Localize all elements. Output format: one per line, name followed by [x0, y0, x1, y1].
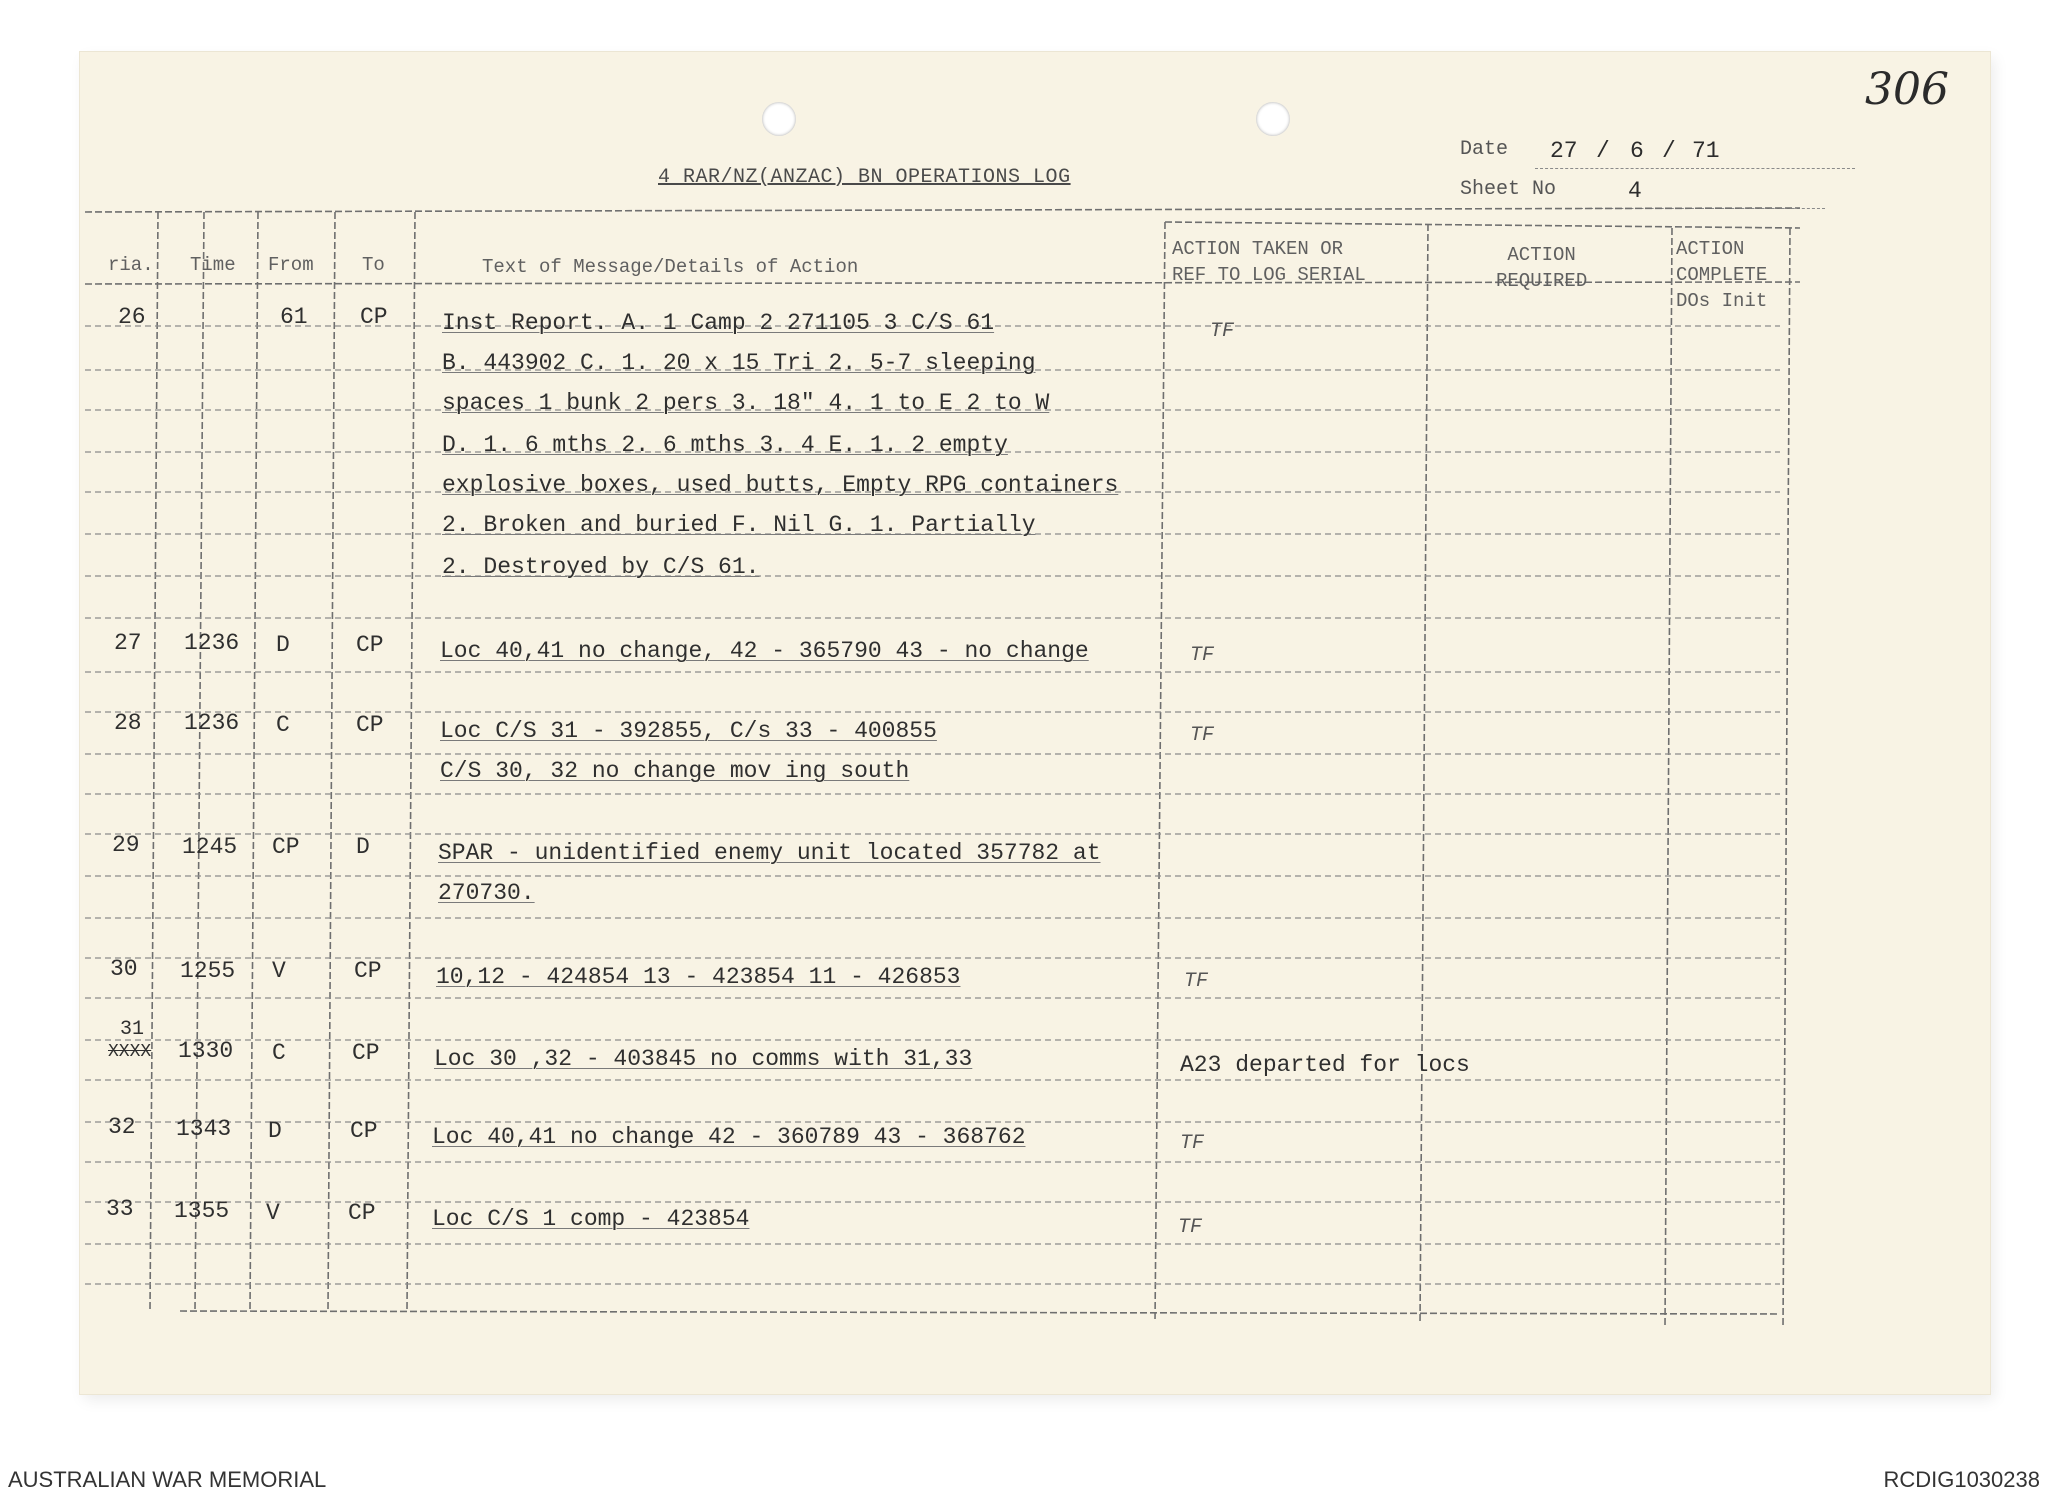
log-sheet	[80, 52, 1990, 1394]
entry-serial-struck: XXXX	[108, 1042, 152, 1062]
entry-text-line: SPAR - unidentified enemy unit located 357782 at	[438, 840, 1101, 866]
column-header-action-taken: ACTION TAKEN OR REF TO LOG SERIAL	[1172, 238, 1366, 286]
entry-text-line: spaces 1 bunk 2 pers 3. 18" 4. 1 to E 2 to W	[442, 390, 1050, 416]
entry-to: CP	[352, 1040, 380, 1066]
entry-time: 1355	[174, 1198, 230, 1224]
column-header-action-complete: ACTION COMPLETE DOs Init	[1676, 238, 1768, 312]
entry-from: 61	[280, 304, 308, 330]
entry-serial: 29	[112, 832, 140, 858]
date-month: 6	[1630, 138, 1644, 164]
entry-text-line: D. 1. 6 mths 2. 6 mths 3. 4 E. 1. 2 empty	[442, 432, 1008, 458]
entry-text-line: B. 443902 C. 1. 20 x 15 Tri 2. 5-7 sleeping	[442, 350, 1036, 376]
entry-text-line: 270730.	[438, 880, 535, 906]
entry-action-taken: TF	[1184, 970, 1209, 993]
entry-to: CP	[348, 1200, 376, 1226]
entry-to: D	[356, 834, 370, 860]
entry-serial: 28	[114, 710, 142, 736]
entry-text-line: 2. Destroyed by C/S 61.	[442, 554, 760, 580]
archive-credit: AUSTRALIAN WAR MEMORIAL	[8, 1467, 327, 1492]
date-label: Date	[1460, 138, 1509, 161]
entry-action-taken: TF	[1190, 724, 1215, 747]
sheet-number: 4	[1628, 178, 1642, 204]
entry-text-line: 2. Broken and buried F. Nil G. 1. Partially	[442, 512, 1036, 538]
column-header-action-required: ACTION REQUIRED	[1496, 244, 1588, 292]
entry-serial: 31	[120, 1018, 145, 1041]
entry-action-taken: TF	[1190, 644, 1215, 667]
entry-text-line: explosive boxes, used butts, Empty RPG containers	[442, 472, 1119, 498]
entry-time: 1236	[184, 710, 240, 736]
entry-from: C	[272, 1040, 286, 1066]
entry-from: V	[266, 1200, 280, 1226]
column-header-time: Time	[190, 254, 236, 276]
entry-from: C	[276, 712, 290, 738]
entry-time: 1245	[182, 834, 238, 860]
document-title: 4 RAR/NZ(ANZAC) BN OPERATIONS LOG	[658, 166, 1071, 189]
column-header-text: Text of Message/Details of Action	[482, 256, 859, 278]
entry-text-line: 10,12 - 424854 13 - 423854 11 - 426853	[436, 964, 961, 990]
date-separator: /	[1662, 138, 1676, 164]
entry-to: CP	[356, 632, 384, 658]
entry-time: 1330	[178, 1038, 234, 1064]
entry-to: CP	[356, 712, 384, 738]
entry-text-line: Loc C/S 31 - 392855, C/s 33 - 400855	[440, 718, 937, 744]
entry-text-line: C/S 30, 32 no change mov ing south	[440, 758, 910, 784]
entry-action-taken: TF	[1210, 320, 1235, 343]
sheet-label: Sheet No	[1460, 178, 1557, 201]
entry-to: CP	[360, 304, 388, 330]
entry-time: 1343	[176, 1116, 232, 1142]
entry-serial: 26	[118, 304, 146, 330]
entry-serial: 32	[108, 1114, 136, 1140]
entry-serial: 27	[114, 630, 142, 656]
entry-from: D	[276, 632, 290, 658]
entry-time: 1236	[184, 630, 240, 656]
entry-from: D	[268, 1118, 282, 1144]
entry-action-taken: TF	[1180, 1132, 1205, 1155]
archive-id: RCDIG1030238	[1883, 1467, 2040, 1492]
entry-to: CP	[354, 958, 382, 984]
column-header-serial: ria.	[108, 254, 154, 276]
entry-text-line: Loc 30 ,32 - 403845 no comms with 31,33	[434, 1046, 973, 1072]
entry-text-line: Loc 40,41 no change 42 - 360789 43 - 368762	[432, 1124, 1026, 1150]
entry-from: V	[272, 958, 286, 984]
entry-action-taken: TF	[1178, 1216, 1203, 1239]
column-header-to: To	[362, 254, 385, 276]
date-separator: /	[1596, 138, 1610, 164]
entry-text-line: Loc C/S 1 comp - 423854	[432, 1206, 750, 1232]
entry-to: CP	[350, 1118, 378, 1144]
entry-time: 1255	[180, 958, 236, 984]
entry-text-line: Inst Report. A. 1 Camp 2 271105 3 C/S 61	[442, 310, 995, 336]
entry-serial: 33	[106, 1196, 134, 1222]
date-day: 27	[1550, 138, 1578, 164]
entry-from: CP	[272, 834, 300, 860]
entry-serial: 30	[110, 956, 138, 982]
column-header-from: From	[268, 254, 314, 276]
folio-number: 306	[1865, 64, 1949, 115]
entry-action-taken: A23 departed for locs	[1180, 1052, 1470, 1078]
date-year: 71	[1692, 138, 1720, 164]
entry-text-line: Loc 40,41 no change, 42 - 365790 43 - no change	[440, 638, 1089, 664]
